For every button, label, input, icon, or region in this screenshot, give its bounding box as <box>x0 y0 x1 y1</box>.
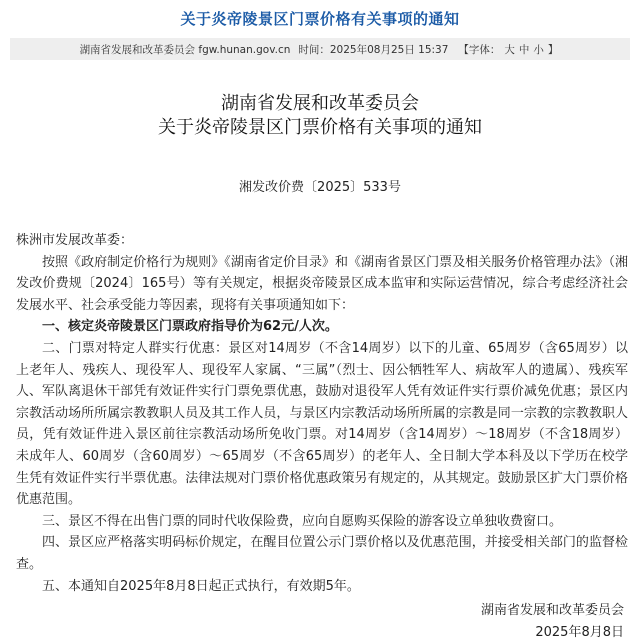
intro-paragraph: 按照《政府制定价格行为规则》《湖南省定价目录》和《湖南省景区门票及相关服务价格管理办法》（湘发改价费规〔2024〕165号）等有关规定，根据炎帝陵景区成本监审和实际运营情况，综合考虑经济社会发展水平、社会承受能力等因素，现将有关事项通知如下： <box>16 254 628 313</box>
item-5: 五、本通知自2025年8月8日起正式执行，有效期5年。 <box>42 578 360 594</box>
source-text: 湖南省发展和改革委员会 fgw.hunan.gov.cn <box>79 43 291 56</box>
signature-date: 2025年8月8日 <box>535 625 624 640</box>
page-title: 关于炎帝陵景区门票价格有关事项的通知 <box>180 10 460 28</box>
document-title: 关于炎帝陵景区门票价格有关事项的通知 <box>158 117 482 138</box>
item-3: 三、景区不得在出售门票的同时代收保险费，应向自愿购买保险的游客设立单独收费窗口。 <box>42 513 563 529</box>
font-small-link[interactable]: 小 <box>533 43 544 56</box>
time-label: 时间： <box>298 43 330 56</box>
document-heading <box>0 92 640 140</box>
document-body <box>16 230 628 597</box>
font-size-control <box>456 42 560 57</box>
signature-org: 湖南省发展和改革委员会 <box>480 603 624 618</box>
addressee: 株洲市发展改革委： <box>16 233 134 248</box>
font-close: 】 <box>547 43 559 56</box>
font-medium-link[interactable]: 中 <box>518 43 530 56</box>
signature-block <box>481 600 624 644</box>
meta-bar <box>10 38 630 60</box>
font-label: 【字体： <box>458 43 501 56</box>
item-1: 一、核定炎帝陵景区门票政府指导价为62元/人次。 <box>42 319 338 335</box>
document-number: 湘发改价费〔2025〕533号 <box>239 180 401 195</box>
font-large-link[interactable]: 大 <box>504 43 515 56</box>
publish-time <box>298 42 448 57</box>
item-4: 四、景区应严格落实明码标价规定，在醒目位置公示门票价格以及优惠范围，并接受相关部门的监督检查。 <box>16 535 628 572</box>
time-value: 2025年08月25日 15:37 <box>329 43 449 56</box>
item-2: 二、门票对特定人群实行优惠：景区对14周岁（不含14周岁）以下的儿童、65周岁（含65周岁）以上老年人、残疾人、现役军人、现役军人家属、“三属”（烈士、因公牺牲军人、病故军人的遗属）、残疾军人、军队离退休干部凭有效证件实行门票免票优惠，鼓励对退役军人凭有效证件实行票价减免优惠；景区内宗教活动场所所属宗教教职人员及其工作人员，与景区内宗教活动场所所属的宗教是同一宗教的宗教教职人员，凭有效证件进入景区前往宗教活动场所免收门票。对14周岁（含14周岁）～18周岁（不含18周岁）未成年人、60周岁（含60周岁）～65周岁（不含65周岁）的老年人、全日制大学本科及以下学历在校学生凭有效证件实行半票优惠。法律法规对门票价格优惠政策另有规定的，从其规定。鼓励景区扩大门票价格优惠范围。 <box>16 340 628 508</box>
issuer-name: 湖南省发展和改革委员会 <box>221 93 419 114</box>
